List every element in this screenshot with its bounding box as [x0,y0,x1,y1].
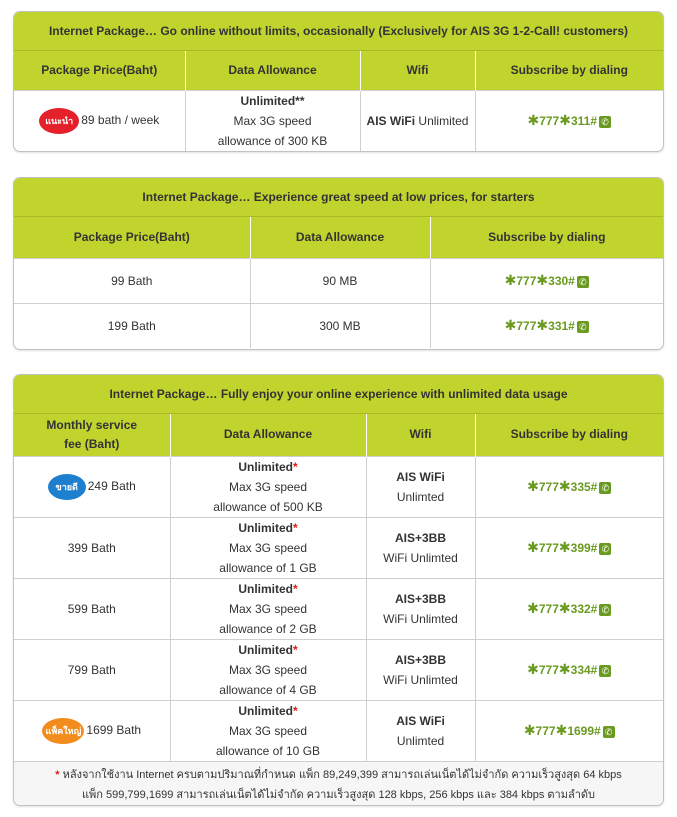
star-icon: ✱ [555,722,568,739]
data-cell [170,639,366,700]
dial-cell [475,639,663,700]
dial-cell [430,303,663,348]
dial-code-link[interactable] [505,274,575,288]
dial-part: 332# [570,602,598,616]
dial-part: 399# [570,541,598,555]
data-title: Unlimited [238,520,293,535]
dial-part: 777 [535,724,556,739]
dial-part: 777 [538,480,559,494]
footnote-line: แพ็ก 599,799,1699 สามารถเล่นเน็ตได้ไม่จำกัด ความเร็วสูงสุด 128 kbps, 256 kbps และ 384 kbps ตามลำดับ [81,789,596,801]
table-row [14,700,663,761]
package-title: Internet Package… Fully enjoy your online experience with unlimited data usage [14,375,663,414]
dial-cell [475,517,663,578]
col-header-price: Package Price(Baht) [14,51,185,90]
data-line: allowance of 1 GB [219,560,317,575]
star-icon: ✱ [558,661,571,677]
star-icon: ✱ [527,478,539,494]
star-icon: ✱ [536,272,549,288]
table-row [14,578,663,639]
star-icon: ✱ [527,112,540,128]
package-card-1 [13,11,664,152]
price-text: 1699 Bath [86,722,142,737]
data-line: allowance of 2 GB [219,621,317,636]
star-icon: ✱ [559,112,571,128]
dial-part: 311# [570,114,598,128]
data-line: Max 3G speed [228,723,308,738]
data-title: Unlimited [238,581,293,596]
star-icon: ✱ [527,539,539,555]
data-line: Max 3G speed [228,479,308,494]
wifi-desc: Unlimted [396,733,445,748]
data-title: Unlimited [238,459,293,474]
dial-part: 777 [538,541,559,555]
table-row [14,517,663,578]
star-icon: ✱ [527,600,539,616]
price-cell [14,578,170,639]
col-header-data: Data Allowance [250,217,430,258]
dial-part: 777 [516,319,537,334]
col-header-dial: Subscribe by dialing [430,217,663,258]
data-line: allowance of 4 GB [219,682,317,697]
data-line: Max 3G speed [228,662,308,677]
price-text: 599 Bath [67,601,116,616]
col-header-price [14,414,170,456]
phone-icon[interactable]: ✆ [599,665,611,677]
star-icon: ✱ [527,661,539,677]
star-icon: ✱ [558,539,571,555]
wifi-name: AIS WiFi [366,113,416,128]
phone-icon[interactable]: ✆ [599,116,611,128]
star-icon: ✱ [504,317,517,334]
promo-badge: แพ็คใหญ่ [42,718,84,744]
wifi-name: AIS WiFi [396,713,445,728]
phone-icon[interactable]: ✆ [577,321,589,333]
wifi-desc: WiFi Unlimted [383,611,458,626]
wifi-desc: WiFi Unlimted [383,550,458,565]
data-cell: 90 MB [250,258,430,303]
package-table [14,51,663,151]
table-row [14,639,663,700]
star-icon: ✱ [558,600,571,616]
dial-cell [475,700,663,761]
table-row [14,258,663,303]
data-cell [170,578,366,639]
footnote [14,761,663,806]
phone-icon[interactable]: ✆ [577,276,589,288]
phone-icon[interactable]: ✆ [599,482,611,494]
price-cell [14,456,170,517]
col-header-data: Data Allowance [185,51,360,90]
wifi-name: AIS+3BB [394,652,447,667]
data-cell [185,90,360,151]
wifi-cell [366,700,475,761]
data-line: Max 3G speed [233,113,312,128]
wifi-name: AIS WiFi [396,469,445,484]
package-card-3 [13,374,664,806]
price-cell: 199 Bath [14,303,250,348]
footnote-text: หลังจากใช้งาน Internet ครบตามปริมาณที่กำหนด แพ็ก 89,249,399 สามารถเล่นเน็ตได้ไม่จำกัด ความเร็วสูงสุด 64 kbps [59,769,622,781]
phone-icon[interactable]: ✆ [603,726,615,738]
price-text: 399 Bath [67,540,116,555]
dial-part: 1699# [567,724,601,739]
table-row [14,303,663,348]
promo-badge: ขายดี [48,474,86,500]
dial-code-link[interactable] [527,602,597,616]
dial-code-link[interactable] [527,114,597,128]
wifi-cell [366,578,475,639]
price-cell [14,639,170,700]
recommend-badge: แนะนำ [39,108,79,134]
package-table [14,414,663,761]
dial-code-link[interactable] [527,663,597,677]
price-cell [14,90,185,151]
dial-cell [430,258,663,303]
col-header-wifi: Wifi [360,51,475,90]
price-cell [14,700,170,761]
data-title: Unlimited** [240,93,305,108]
price-text: 249 Bath [87,478,136,493]
footnote-line [14,765,663,785]
col-header-price: Package Price(Baht) [14,217,250,258]
dial-cell [475,90,663,151]
table-row [14,456,663,517]
package-card-2 [13,177,664,350]
wifi-name: AIS+3BB [394,591,447,606]
phone-icon[interactable]: ✆ [599,543,611,555]
data-line: Max 3G speed [228,601,308,616]
header-line: Monthly service [46,417,138,432]
star-icon: ✱ [558,478,571,494]
phone-icon[interactable]: ✆ [599,604,611,616]
data-line: allowance of 300 KB [217,133,328,148]
table-row [14,90,663,151]
dial-part: 777 [516,274,537,288]
dial-part: 335# [570,480,598,494]
star-icon: ✱ [536,317,549,334]
star-icon: ✱ [523,722,536,739]
data-cell: 300 MB [250,303,430,348]
footnote-mark: * [293,581,298,596]
data-title: Unlimited [238,642,293,657]
footnote-mark: * [293,703,298,718]
dial-code-link[interactable] [524,724,601,738]
data-line: Max 3G speed [228,540,308,555]
price-cell: 99 Bath [14,258,250,303]
dial-code-link[interactable] [505,319,575,333]
dial-part: 777 [539,114,560,128]
data-cell [170,700,366,761]
data-line: allowance of 10 GB [215,743,321,758]
wifi-desc: WiFi Unlimted [383,672,458,687]
footnote-star: * [55,769,60,781]
dial-part: 334# [570,663,598,677]
footnote-mark: * [293,520,298,535]
wifi-desc: Unlimited [415,113,469,128]
wifi-cell [366,639,475,700]
data-line: allowance of 500 KB [213,499,323,514]
dial-code-link[interactable] [527,480,597,494]
footnote-mark: * [293,642,298,657]
package-table [14,217,663,348]
data-cell [170,517,366,578]
price-text: 799 Bath [67,662,116,677]
dial-part: 331# [548,319,575,334]
dial-code-link[interactable] [527,541,597,555]
wifi-cell [366,517,475,578]
col-header-dial: Subscribe by dialing [475,414,663,456]
dial-part: 330# [548,274,575,288]
star-icon: ✱ [504,272,517,288]
dial-part: 777 [538,663,559,677]
package-title: Internet Package… Experience great speed at low prices, for starters [14,178,663,217]
dial-cell [475,456,663,517]
data-cell [170,456,366,517]
col-header-data: Data Allowance [170,414,366,456]
header-line: fee (Baht) [64,436,120,451]
price-cell [14,517,170,578]
wifi-cell [360,90,475,151]
dial-part: 777 [538,602,559,616]
package-title: Internet Package… Go online without limits, occasionally (Exclusively for AIS 3G 1-2-Call! customers) [14,12,663,51]
footnote-mark: * [293,459,298,474]
wifi-name: AIS+3BB [394,530,447,545]
wifi-desc: Unlimted [396,489,445,504]
price-text: 89 bath / week [81,112,160,127]
data-title: Unlimited [238,703,293,718]
wifi-cell [366,456,475,517]
dial-cell [475,578,663,639]
col-header-wifi: Wifi [366,414,475,456]
col-header-dial: Subscribe by dialing [475,51,663,90]
